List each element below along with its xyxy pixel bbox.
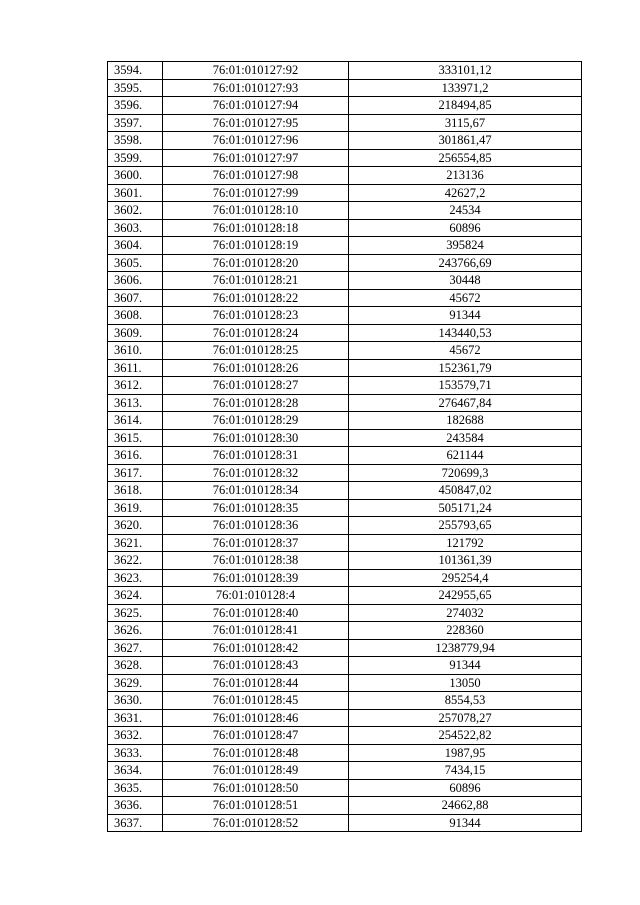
cadastral-number-cell: 76:01:010128:22 bbox=[163, 289, 349, 307]
value-cell: 218494,85 bbox=[349, 97, 582, 115]
table-row bbox=[108, 342, 582, 360]
cadastral-number-cell: 76:01:010128:19 bbox=[163, 237, 349, 255]
row-number-cell: 3636. bbox=[108, 797, 163, 815]
row-number-cell: 3605. bbox=[108, 254, 163, 272]
row-number-cell: 3599. bbox=[108, 149, 163, 167]
cadastral-number-cell: 76:01:010127:97 bbox=[163, 149, 349, 167]
table-row bbox=[108, 307, 582, 325]
cadastral-number-cell: 76:01:010128:47 bbox=[163, 727, 349, 745]
cadastral-number-cell: 76:01:010128:35 bbox=[163, 499, 349, 517]
value-cell: 24662,88 bbox=[349, 797, 582, 815]
cadastral-number-cell: 76:01:010128:40 bbox=[163, 604, 349, 622]
cadastral-number-cell: 76:01:010127:94 bbox=[163, 97, 349, 115]
value-cell: 254522,82 bbox=[349, 727, 582, 745]
cadastral-number-cell: 76:01:010128:42 bbox=[163, 639, 349, 657]
row-number-cell: 3632. bbox=[108, 727, 163, 745]
table-row bbox=[108, 114, 582, 132]
value-cell: 276467,84 bbox=[349, 394, 582, 412]
value-cell: 143440,53 bbox=[349, 324, 582, 342]
row-number-cell: 3627. bbox=[108, 639, 163, 657]
value-cell: 13050 bbox=[349, 674, 582, 692]
value-cell: 621144 bbox=[349, 447, 582, 465]
cadastral-number-cell: 76:01:010128:51 bbox=[163, 797, 349, 815]
row-number-cell: 3604. bbox=[108, 237, 163, 255]
table-row bbox=[108, 727, 582, 745]
row-number-cell: 3622. bbox=[108, 552, 163, 570]
table-row bbox=[108, 394, 582, 412]
cadastral-number-cell: 76:01:010128:10 bbox=[163, 202, 349, 220]
value-cell: 295254,4 bbox=[349, 569, 582, 587]
table-row bbox=[108, 62, 582, 80]
row-number-cell: 3623. bbox=[108, 569, 163, 587]
value-cell: 243584 bbox=[349, 429, 582, 447]
table-row bbox=[108, 674, 582, 692]
value-cell: 30448 bbox=[349, 272, 582, 290]
table-row bbox=[108, 552, 582, 570]
value-cell: 133971,2 bbox=[349, 79, 582, 97]
table-row bbox=[108, 184, 582, 202]
table-row bbox=[108, 79, 582, 97]
cadastral-number-cell: 76:01:010128:48 bbox=[163, 744, 349, 762]
cadastral-number-cell: 76:01:010128:18 bbox=[163, 219, 349, 237]
row-number-cell: 3626. bbox=[108, 622, 163, 640]
value-cell: 255793,65 bbox=[349, 517, 582, 535]
table-row bbox=[108, 324, 582, 342]
value-cell: 42627,2 bbox=[349, 184, 582, 202]
value-cell: 91344 bbox=[349, 814, 582, 832]
row-number-cell: 3620. bbox=[108, 517, 163, 535]
row-number-cell: 3628. bbox=[108, 657, 163, 675]
table-row bbox=[108, 464, 582, 482]
row-number-cell: 3594. bbox=[108, 62, 163, 80]
row-number-cell: 3597. bbox=[108, 114, 163, 132]
cadastral-number-cell: 76:01:010128:45 bbox=[163, 692, 349, 710]
value-cell: 121792 bbox=[349, 534, 582, 552]
row-number-cell: 3600. bbox=[108, 167, 163, 185]
row-number-cell: 3606. bbox=[108, 272, 163, 290]
table-row bbox=[108, 657, 582, 675]
table-row bbox=[108, 797, 582, 815]
row-number-cell: 3617. bbox=[108, 464, 163, 482]
cadastral-number-cell: 76:01:010127:95 bbox=[163, 114, 349, 132]
value-cell: 301861,47 bbox=[349, 132, 582, 150]
table-row bbox=[108, 149, 582, 167]
row-number-cell: 3610. bbox=[108, 342, 163, 360]
value-cell: 101361,39 bbox=[349, 552, 582, 570]
value-cell: 256554,85 bbox=[349, 149, 582, 167]
cadastral-number-cell: 76:01:010128:24 bbox=[163, 324, 349, 342]
value-cell: 242955,65 bbox=[349, 587, 582, 605]
row-number-cell: 3612. bbox=[108, 377, 163, 395]
table-row bbox=[108, 639, 582, 657]
table-row bbox=[108, 202, 582, 220]
value-cell: 3115,67 bbox=[349, 114, 582, 132]
row-number-cell: 3629. bbox=[108, 674, 163, 692]
value-cell: 45672 bbox=[349, 342, 582, 360]
cadastral-number-cell: 76:01:010128:26 bbox=[163, 359, 349, 377]
row-number-cell: 3602. bbox=[108, 202, 163, 220]
row-number-cell: 3596. bbox=[108, 97, 163, 115]
value-cell: 91344 bbox=[349, 657, 582, 675]
table-row bbox=[108, 482, 582, 500]
row-number-cell: 3616. bbox=[108, 447, 163, 465]
value-cell: 60896 bbox=[349, 779, 582, 797]
table-row bbox=[108, 97, 582, 115]
value-cell: 450847,02 bbox=[349, 482, 582, 500]
cadastral-number-cell: 76:01:010128:37 bbox=[163, 534, 349, 552]
row-number-cell: 3634. bbox=[108, 762, 163, 780]
row-number-cell: 3614. bbox=[108, 412, 163, 430]
cadastral-number-cell: 76:01:010128:27 bbox=[163, 377, 349, 395]
cadastral-number-cell: 76:01:010128:21 bbox=[163, 272, 349, 290]
table-row bbox=[108, 412, 582, 430]
row-number-cell: 3637. bbox=[108, 814, 163, 832]
cadastral-number-cell: 76:01:010127:93 bbox=[163, 79, 349, 97]
table-row bbox=[108, 429, 582, 447]
value-cell: 505171,24 bbox=[349, 499, 582, 517]
row-number-cell: 3631. bbox=[108, 709, 163, 727]
row-number-cell: 3608. bbox=[108, 307, 163, 325]
value-cell: 257078,27 bbox=[349, 709, 582, 727]
table-row bbox=[108, 762, 582, 780]
table-row bbox=[108, 167, 582, 185]
row-number-cell: 3603. bbox=[108, 219, 163, 237]
value-cell: 720699,3 bbox=[349, 464, 582, 482]
row-number-cell: 3615. bbox=[108, 429, 163, 447]
value-cell: 213136 bbox=[349, 167, 582, 185]
table-row bbox=[108, 359, 582, 377]
cadastral-number-cell: 76:01:010128:34 bbox=[163, 482, 349, 500]
table-row bbox=[108, 744, 582, 762]
table-row bbox=[108, 289, 582, 307]
table-row bbox=[108, 709, 582, 727]
table-row bbox=[108, 272, 582, 290]
cadastral-number-cell: 76:01:010128:29 bbox=[163, 412, 349, 430]
cadastral-number-cell: 76:01:010128:36 bbox=[163, 517, 349, 535]
value-cell: 333101,12 bbox=[349, 62, 582, 80]
cadastral-number-cell: 76:01:010128:4 bbox=[163, 587, 349, 605]
value-cell: 45672 bbox=[349, 289, 582, 307]
value-cell: 24534 bbox=[349, 202, 582, 220]
table-row bbox=[108, 604, 582, 622]
table-row bbox=[108, 377, 582, 395]
row-number-cell: 3598. bbox=[108, 132, 163, 150]
table-row bbox=[108, 237, 582, 255]
value-cell: 1238779,94 bbox=[349, 639, 582, 657]
table-row bbox=[108, 569, 582, 587]
table-row bbox=[108, 692, 582, 710]
cadastral-number-cell: 76:01:010127:99 bbox=[163, 184, 349, 202]
table-row bbox=[108, 779, 582, 797]
table-row bbox=[108, 814, 582, 832]
value-cell: 228360 bbox=[349, 622, 582, 640]
table-row bbox=[108, 517, 582, 535]
cadastral-value-table bbox=[107, 61, 582, 832]
cadastral-number-cell: 76:01:010128:46 bbox=[163, 709, 349, 727]
table-row bbox=[108, 219, 582, 237]
row-number-cell: 3618. bbox=[108, 482, 163, 500]
cadastral-number-cell: 76:01:010127:96 bbox=[163, 132, 349, 150]
table-row bbox=[108, 587, 582, 605]
cadastral-number-cell: 76:01:010128:30 bbox=[163, 429, 349, 447]
value-cell: 153579,71 bbox=[349, 377, 582, 395]
cadastral-number-cell: 76:01:010128:32 bbox=[163, 464, 349, 482]
value-cell: 152361,79 bbox=[349, 359, 582, 377]
value-cell: 8554,53 bbox=[349, 692, 582, 710]
row-number-cell: 3624. bbox=[108, 587, 163, 605]
value-cell: 274032 bbox=[349, 604, 582, 622]
row-number-cell: 3630. bbox=[108, 692, 163, 710]
row-number-cell: 3607. bbox=[108, 289, 163, 307]
row-number-cell: 3625. bbox=[108, 604, 163, 622]
cadastral-number-cell: 76:01:010128:28 bbox=[163, 394, 349, 412]
cadastral-number-cell: 76:01:010128:41 bbox=[163, 622, 349, 640]
cadastral-number-cell: 76:01:010128:52 bbox=[163, 814, 349, 832]
cadastral-number-cell: 76:01:010128:50 bbox=[163, 779, 349, 797]
row-number-cell: 3609. bbox=[108, 324, 163, 342]
row-number-cell: 3635. bbox=[108, 779, 163, 797]
value-cell: 243766,69 bbox=[349, 254, 582, 272]
table-row bbox=[108, 499, 582, 517]
table-row bbox=[108, 534, 582, 552]
table-row bbox=[108, 447, 582, 465]
cadastral-number-cell: 76:01:010128:25 bbox=[163, 342, 349, 360]
cadastral-number-cell: 76:01:010128:49 bbox=[163, 762, 349, 780]
value-cell: 1987,95 bbox=[349, 744, 582, 762]
cadastral-number-cell: 76:01:010128:23 bbox=[163, 307, 349, 325]
table-row bbox=[108, 622, 582, 640]
cadastral-number-cell: 76:01:010127:98 bbox=[163, 167, 349, 185]
value-cell: 395824 bbox=[349, 237, 582, 255]
cadastral-number-cell: 76:01:010127:92 bbox=[163, 62, 349, 80]
table-row bbox=[108, 132, 582, 150]
table-body bbox=[108, 62, 582, 832]
value-cell: 182688 bbox=[349, 412, 582, 430]
cadastral-number-cell: 76:01:010128:44 bbox=[163, 674, 349, 692]
row-number-cell: 3619. bbox=[108, 499, 163, 517]
table-row bbox=[108, 254, 582, 272]
value-cell: 60896 bbox=[349, 219, 582, 237]
row-number-cell: 3601. bbox=[108, 184, 163, 202]
row-number-cell: 3633. bbox=[108, 744, 163, 762]
row-number-cell: 3611. bbox=[108, 359, 163, 377]
cadastral-number-cell: 76:01:010128:31 bbox=[163, 447, 349, 465]
cadastral-number-cell: 76:01:010128:43 bbox=[163, 657, 349, 675]
cadastral-number-cell: 76:01:010128:20 bbox=[163, 254, 349, 272]
value-cell: 7434,15 bbox=[349, 762, 582, 780]
value-cell: 91344 bbox=[349, 307, 582, 325]
row-number-cell: 3621. bbox=[108, 534, 163, 552]
row-number-cell: 3595. bbox=[108, 79, 163, 97]
cadastral-number-cell: 76:01:010128:39 bbox=[163, 569, 349, 587]
row-number-cell: 3613. bbox=[108, 394, 163, 412]
cadastral-number-cell: 76:01:010128:38 bbox=[163, 552, 349, 570]
